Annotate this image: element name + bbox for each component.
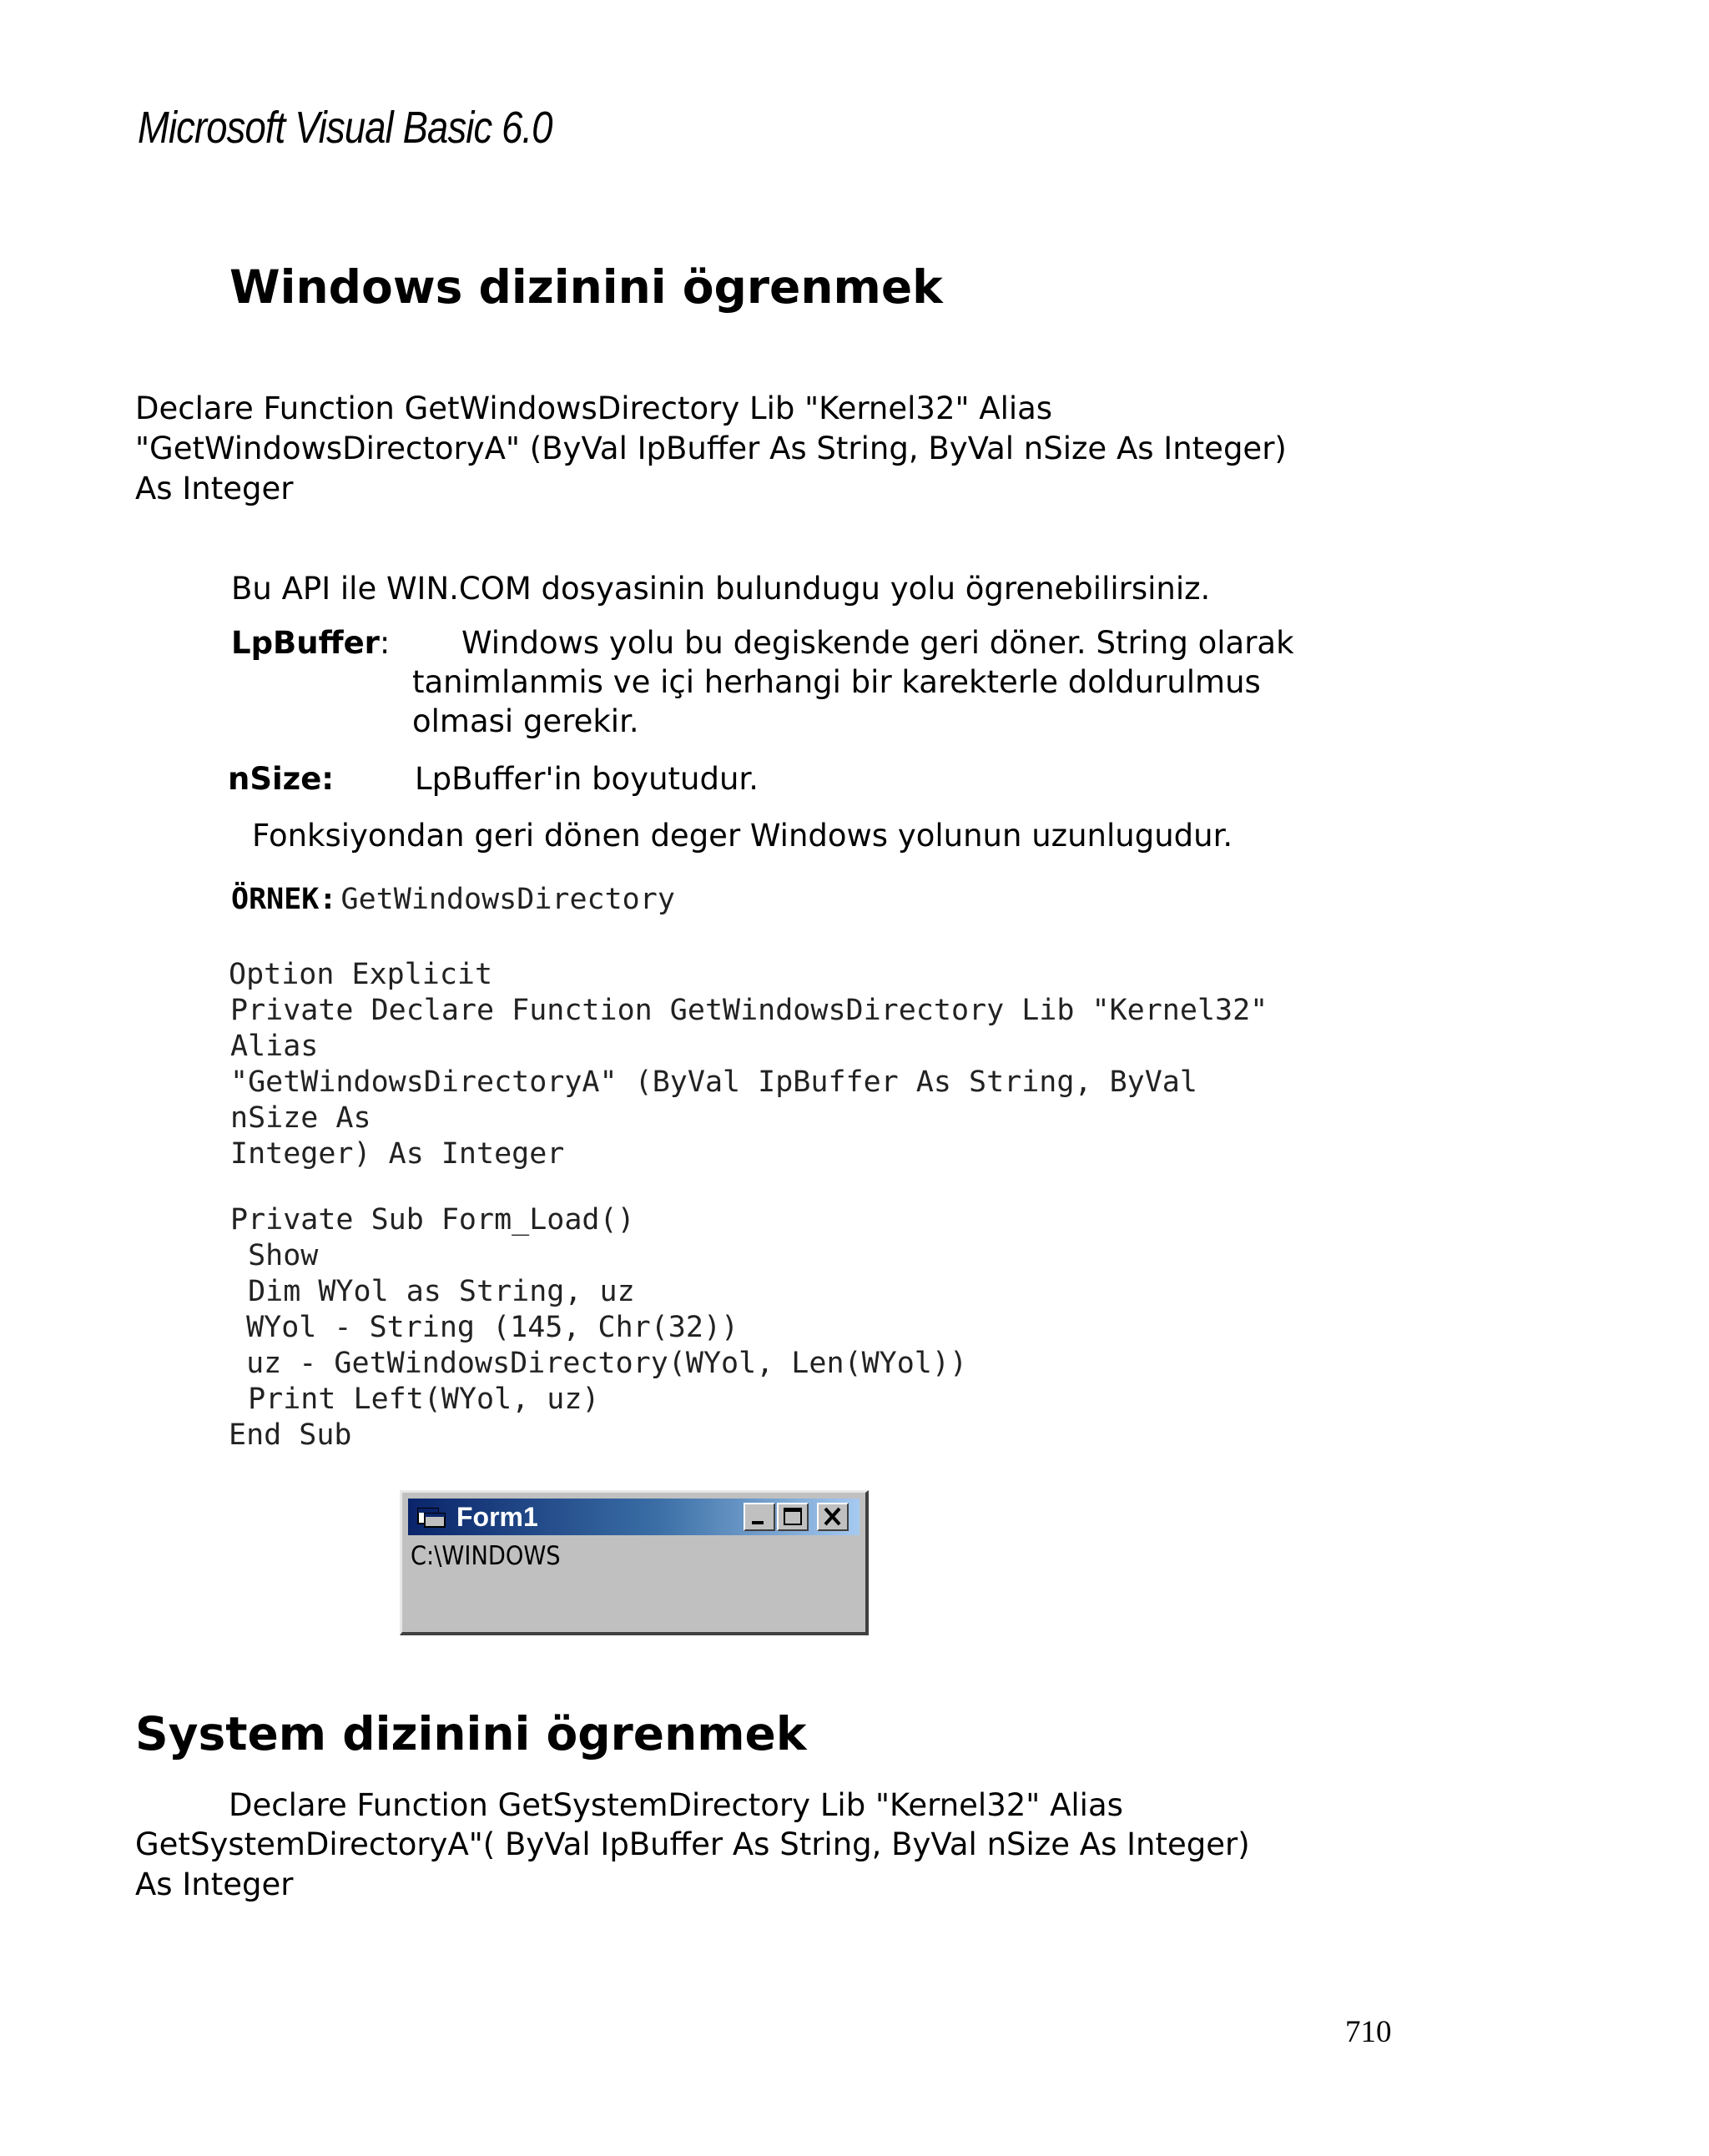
intro-text: Bu API ile WIN.COM dosyasinin bulundugu yolu ögrenebilirsiniz. — [231, 571, 1211, 607]
code-line: "GetWindowsDirectoryA" (ByVal IpBuffer As String, ByVal — [230, 1065, 1197, 1099]
declaration-line: Declare Function GetSystemDirectory Lib "Kernel32" Alias — [229, 1787, 1123, 1823]
form-app-icon — [416, 1505, 448, 1529]
code-line: Show — [230, 1239, 319, 1272]
code-line: Integer) As Integer — [230, 1137, 565, 1171]
param-name: LpBuffer — [231, 625, 380, 661]
code-line: Print Left(WYol, uz) — [230, 1383, 600, 1416]
example-heading — [231, 883, 675, 916]
param-description-line: olmasi gerekir. — [412, 703, 639, 739]
param-separator: : — [379, 625, 391, 661]
return-value-note: Fonksiyondan geri dönen deger Windows yolunun uzunlugudur. — [252, 818, 1233, 854]
code-line: Dim WYol as String, uz — [230, 1275, 635, 1308]
param-description-line: Windows yolu bu degiskende geri döner. String olarak — [461, 625, 1294, 661]
param-description-line: LpBuffer'in boyutudur. — [415, 761, 759, 797]
declaration-line: Declare Function GetWindowsDirectory Lib "Kernel32" Alias — [135, 390, 1053, 426]
minimize-icon — [745, 1504, 774, 1529]
form1-window-screenshot — [400, 1490, 869, 1635]
running-header: Microsoft Visual Basic 6.0 — [138, 103, 552, 153]
declaration-line: "GetWindowsDirectoryA" (ByVal IpBuffer As String, ByVal nSize As Integer) — [135, 431, 1287, 466]
param-description-line: tanimlanmis ve içi herhangi bir karekterle doldurulmus — [412, 664, 1261, 700]
param-nsize-name: nSize: — [228, 761, 335, 797]
code-line: Alias — [230, 1030, 319, 1063]
close-button[interactable] — [817, 1503, 849, 1531]
code-line: nSize As — [230, 1101, 371, 1135]
code-line: End Sub — [229, 1418, 352, 1452]
code-line: uz - GetWindowsDirectory(WYol, Len(WYol)) — [229, 1347, 968, 1380]
example-name: GetWindowsDirectory — [340, 883, 675, 916]
maximize-button[interactable] — [777, 1503, 809, 1531]
section-title-windows-directory: Windows dizinini ögrenmek — [229, 260, 943, 314]
form1-output-text: C:\WINDOWS — [411, 1541, 561, 1571]
declaration-line: GetSystemDirectoryA"( ByVal IpBuffer As String, ByVal nSize As Integer) — [135, 1826, 1250, 1862]
example-label: ÖRNEK: — [231, 883, 337, 916]
code-line: Private Declare Function GetWindowsDirectory Lib "Kernel32" — [230, 994, 1268, 1027]
minimize-button[interactable] — [744, 1503, 775, 1531]
declaration-line: As Integer — [135, 1866, 294, 1902]
close-icon — [819, 1504, 847, 1529]
code-line: WYol - String (145, Chr(32)) — [229, 1311, 739, 1344]
maximize-icon — [779, 1504, 807, 1529]
form1-titlebar — [408, 1499, 860, 1535]
section-title-system-directory: System dizinini ögrenmek — [135, 1707, 807, 1761]
page-number: 710 — [1345, 2015, 1392, 2049]
declaration-line: As Integer — [135, 471, 294, 506]
code-line: Private Sub Form_Load() — [230, 1203, 635, 1237]
param-lpbuffer — [231, 625, 390, 661]
code-line: Option Explicit — [229, 958, 493, 991]
form1-title: Form1 — [456, 1502, 538, 1532]
